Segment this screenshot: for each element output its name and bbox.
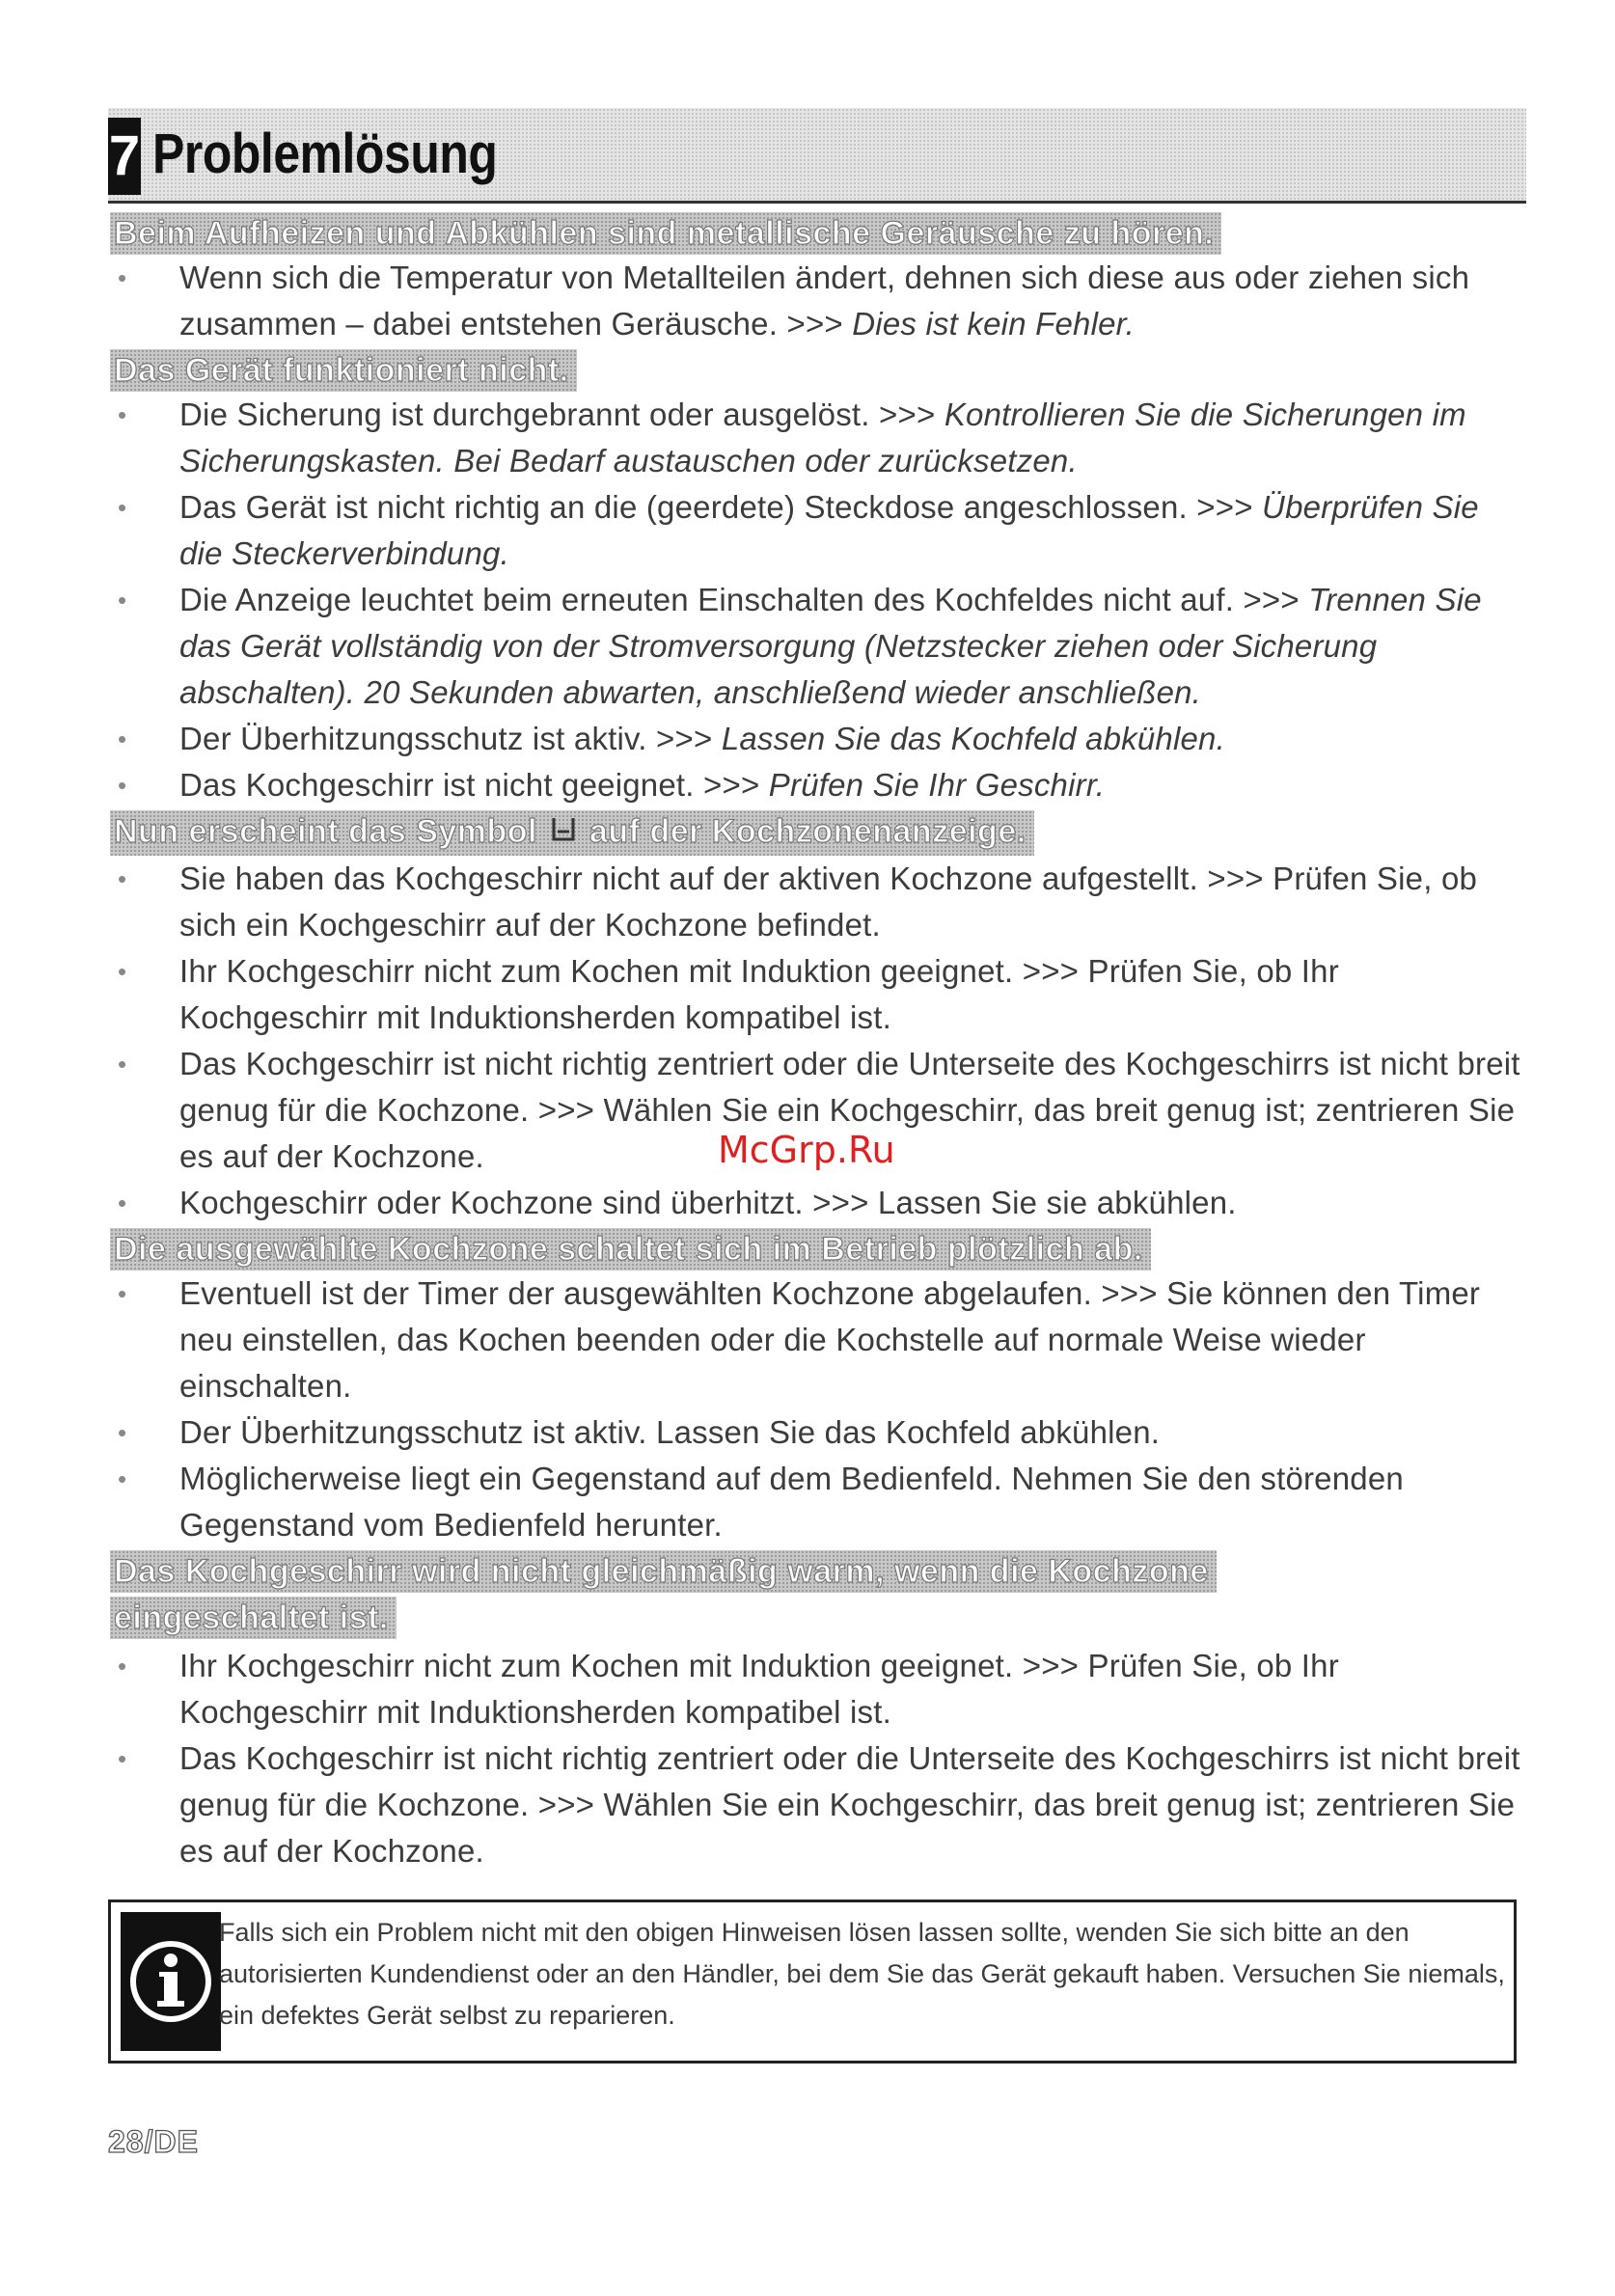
list-item: • Das Kochgeschirr ist nicht geeignet. >>> Prüfen Sie Ihr Geschirr.: [108, 762, 1526, 808]
problem-heading: Das Kochgeschirr wird nicht gleichmäßig warm, wenn die Kochzone eingeschaltet ist.: [110, 1550, 1526, 1643]
problem-heading: Beim Aufheizen und Abkühlen sind metallische Geräusche zu hören.: [110, 212, 1221, 255]
content: [108, 210, 1526, 1874]
problem-section: [108, 210, 1526, 347]
solution-list: [108, 255, 1526, 347]
list-item: • Die Anzeige leuchtet beim erneuten Einschalten des Kochfeldes nicht auf. >>> Trennen Sie das Gerät vollständig von der Stromversorgung (Netzstecker ziehen oder Sicherung abschalten). 20 Sekunden abwarten, anschließend wieder anschließen.: [108, 577, 1526, 716]
problem-section: [108, 1550, 1526, 1874]
info-note: [108, 1900, 1517, 2064]
note-text: Falls sich ein Problem nicht mit den obigen Hinweisen lösen lassen sollte, wenden Sie sich bitte an den autorisierten Kundendienst oder an den Händler, bei dem Sie das Gerät gekauft haben. Versuchen Sie niemals, ein defektes Gerät selbst zu reparieren.: [219, 1918, 1505, 2030]
list-item: • Die Sicherung ist durchgebrannt oder ausgelöst. >>> Kontrollieren Sie die Sicherungen im Sicherungskasten. Bei Bedarf austauschen oder zurücksetzen.: [108, 392, 1526, 484]
solution-list: [108, 1271, 1526, 1548]
solution-list: [108, 392, 1526, 808]
list-item: • Eventuell ist der Timer der ausgewählten Kochzone abgelaufen. >>> Sie können den Timer neu einstellen, das Kochen beenden oder die Kochstelle auf normale Weise wieder einschalten.: [108, 1271, 1526, 1409]
list-item: • Sie haben das Kochgeschirr nicht auf der aktiven Kochzone aufgestellt. >>> Prüfen Sie, ob sich ein Kochgeschirr auf der Kochzone befindet.: [108, 856, 1526, 948]
list-item: • Kochgeschirr oder Kochzone sind überhitzt. >>> Lassen Sie sie abkühlen.: [108, 1180, 1526, 1226]
watermark: McGrp.Ru: [718, 1129, 895, 1171]
problem-section: [108, 1226, 1526, 1548]
pot-symbol-icon: [549, 812, 578, 856]
problem-section: [108, 347, 1526, 808]
page-number: 28/DE: [108, 2124, 199, 2159]
chapter-number: 7: [108, 118, 141, 195]
chapter-header: [108, 108, 1526, 204]
list-item: • Wenn sich die Temperatur von Metallteilen ändert, dehnen sich diese aus oder ziehen sich zusammen – dabei entstehen Geräusche. >>> Dies ist kein Fehler.: [108, 255, 1526, 347]
list-item: • Ihr Kochgeschirr nicht zum Kochen mit Induktion geeignet. >>> Prüfen Sie, ob Ihr Kochgeschirr mit Induktionsherden kompatibel ist.: [108, 948, 1526, 1041]
info-icon: [121, 1912, 221, 2051]
problem-heading: Die ausgewählte Kochzone schaltet sich im Betrieb plötzlich ab.: [110, 1228, 1151, 1271]
problem-heading: Nun erscheint das Symbol auf der Kochzonenanzeige.: [110, 810, 1034, 856]
list-item: • Möglicherweise liegt ein Gegenstand auf dem Bedienfeld. Nehmen Sie den störenden Gegenstand vom Bedienfeld herunter.: [108, 1456, 1526, 1548]
solution-list: [108, 1643, 1526, 1874]
chapter-title: Problemlösung: [152, 123, 498, 185]
list-item: • Der Überhitzungsschutz ist aktiv. >>> Lassen Sie das Kochfeld abkühlen.: [108, 716, 1526, 762]
list-item: • Ihr Kochgeschirr nicht zum Kochen mit Induktion geeignet. >>> Prüfen Sie, ob Ihr Kochgeschirr mit Induktionsherden kompatibel ist.: [108, 1643, 1526, 1736]
list-item: • Das Gerät ist nicht richtig an die (geerdete) Steckdose angeschlossen. >>> Überprüfen Sie die Steckerverbindung.: [108, 484, 1526, 577]
list-item: • Das Kochgeschirr ist nicht richtig zentriert oder die Unterseite des Kochgeschirrs ist nicht breit genug für die Kochzone. >>> Wählen Sie ein Kochgeschirr, das breit genug ist; zentrieren Sie es auf der Kochzone.: [108, 1736, 1526, 1874]
list-item: • Das Kochgeschirr ist nicht richtig zentriert oder die Unterseite des Kochgeschirrs ist nicht breit genug für die Kochzone. >>> Wählen Sie ein Kochgeschirr, das breit genug ist; zentrieren Sie es auf der Kochzone.: [108, 1041, 1526, 1180]
list-item: • Der Überhitzungsschutz ist aktiv. Lassen Sie das Kochfeld abkühlen.: [108, 1409, 1526, 1456]
problem-heading: Das Gerät funktioniert nicht.: [110, 349, 577, 392]
